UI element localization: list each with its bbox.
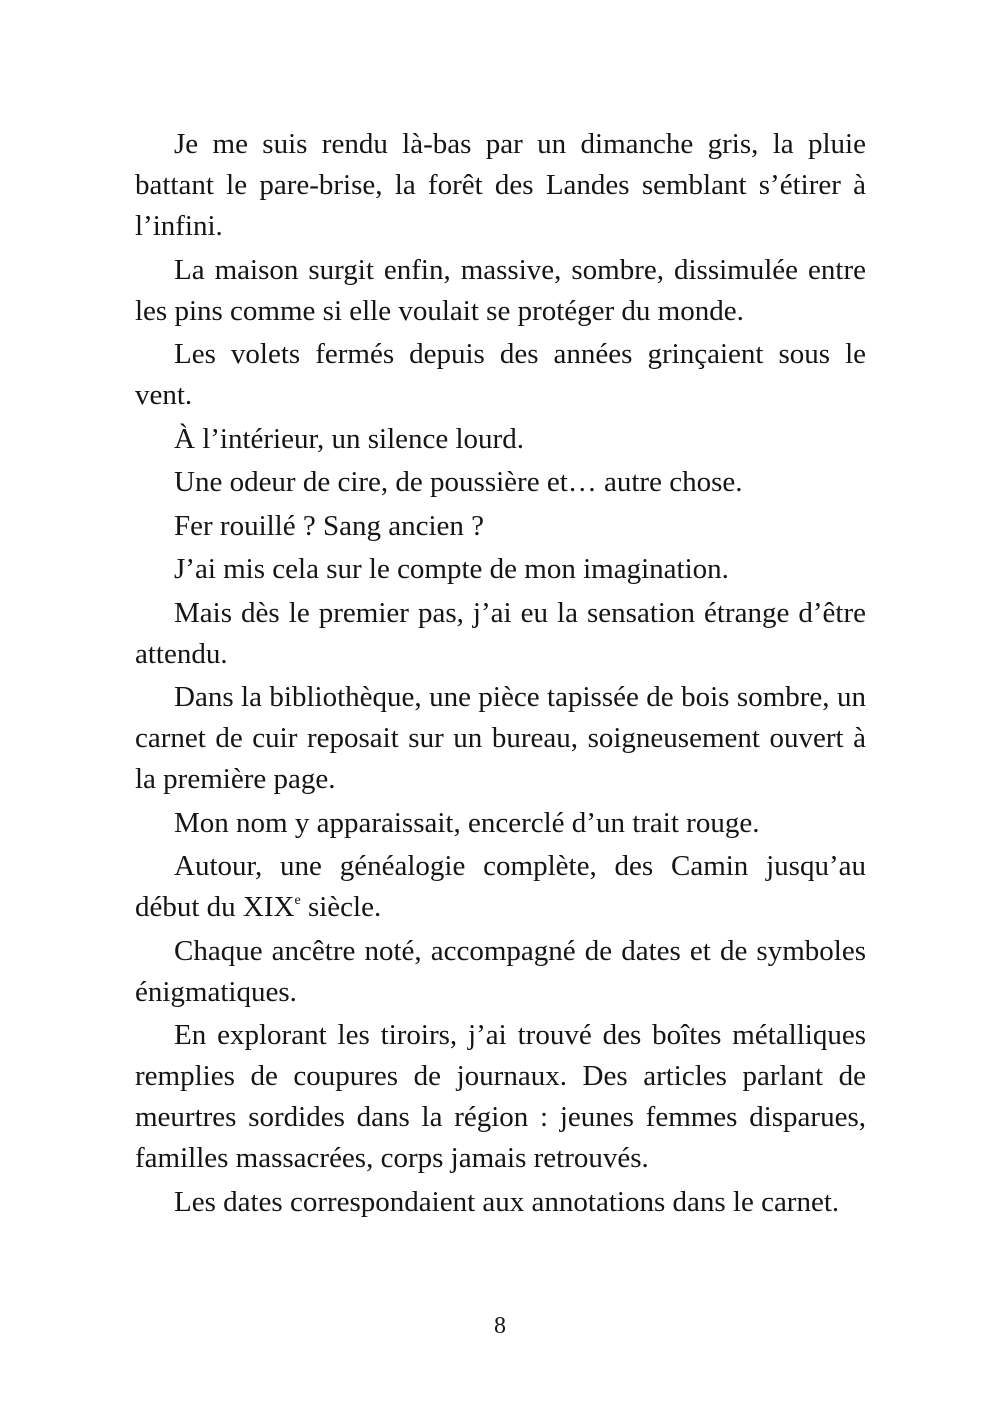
paragraph: À l’intérieur, un silence lourd. xyxy=(174,422,524,455)
paragraph: Une odeur de cire, de poussière et… autre chose. xyxy=(174,466,743,498)
paragraph: Chaque ancêtre noté, accompagné de dates et de symboles énigmatiques. xyxy=(135,934,866,1008)
paragraph: Mon nom y apparaissait, encerclé d’un trait rouge. xyxy=(174,806,760,839)
page-number: 8 xyxy=(494,1313,506,1339)
superscript-suffix: e xyxy=(294,893,301,908)
paragraph: Dans la bibliothèque, une pièce tapissée de bois sombre, un carnet de cuir reposait sur un bureau, soigneusement ouvert à la première page. xyxy=(135,681,866,795)
paragraph: Je me suis rendu là-bas par un dimanche gris, la pluie battant le pare-brise, la forêt des Landes semblant s’étirer à l’infini. xyxy=(135,128,866,242)
paragraph: Mais dès le premier pas, j’ai eu la sensation étrange d’être attendu. xyxy=(135,596,866,670)
page-body xyxy=(135,124,866,1225)
paragraph: La maison surgit enfin, massive, sombre, dissimulée entre les pins comme si elle voulait se protéger du monde. xyxy=(135,253,866,327)
paragraph: Les volets fermés depuis des années grinçaient sous le vent. xyxy=(135,338,866,411)
paragraph: En explorant les tiroirs, j’ai trouvé des boîtes métalliques remplies de coupures de journaux. Des articles parlant de meurtres sordides dans la région : jeunes femmes disparues, familles massacrées, corps jamais retrouvés. xyxy=(135,1019,866,1174)
paragraph xyxy=(135,846,866,928)
paragraph: Fer rouillé ? Sang ancien ? xyxy=(174,509,485,542)
paragraph: Les dates correspondaient aux annotations dans le carnet. xyxy=(174,1185,840,1218)
paragraph-text: siècle. xyxy=(300,891,382,923)
paragraph-text: Autour, une généalogie complète, des Camin jusqu’au début du XIX xyxy=(135,850,866,923)
paragraph: J’ai mis cela sur le compte de mon imagination. xyxy=(174,553,729,585)
